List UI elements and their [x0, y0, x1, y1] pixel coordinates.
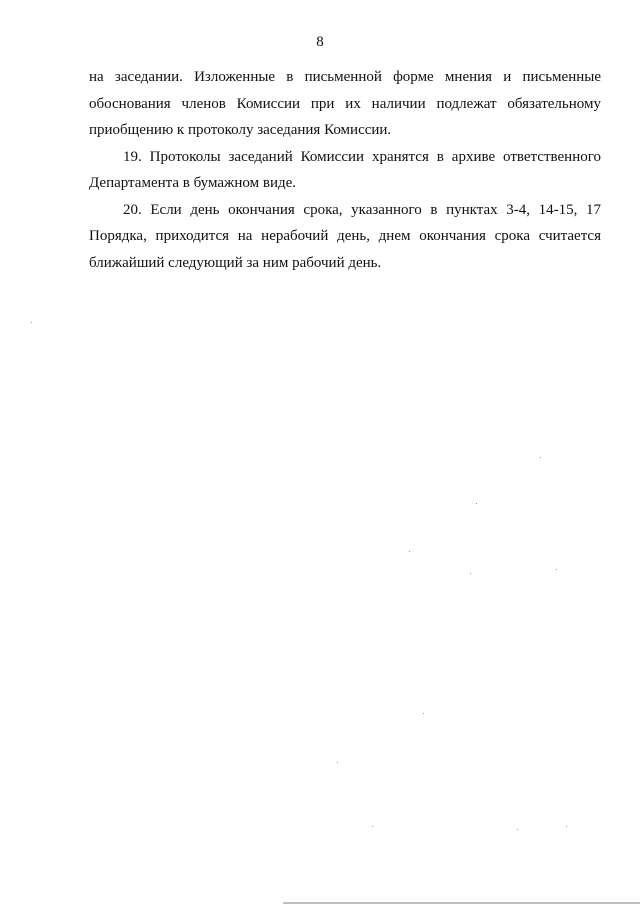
scan-speck: [517, 829, 518, 830]
scan-speck: [470, 573, 471, 574]
scan-speck: [566, 826, 567, 827]
scan-edge-line: [283, 902, 640, 904]
scan-speck: [556, 569, 557, 570]
scan-speck: [476, 503, 477, 504]
scan-speck: [423, 713, 424, 714]
scan-speck: [337, 762, 338, 763]
paragraph-item-20: 20. Если день окончания срока, указанного в пунктах 3-4, 14-15, 17 Порядка, приходится на нерабочий день, днем окончания срока считается ближайший следующий за ним рабочий день.: [89, 201, 601, 271]
scan-speck: [540, 457, 541, 458]
scan-speck: [372, 826, 373, 827]
paragraph-item-19: 19. Протоколы заседаний Комиссии хранятся в архиве ответственного Департамента в бумажном виде.: [89, 148, 601, 191]
paragraph-continuation: на заседании. Изложенные в письменной форме мнения и письменные обоснования членов Комиссии при их наличии подлежат обязательному приобщению к протоколу заседания Комиссии.: [89, 69, 601, 138]
scan-speck: [31, 322, 32, 323]
page-number: 8: [316, 34, 324, 50]
scan-speck: [409, 551, 410, 552]
document-body: [89, 64, 601, 276]
